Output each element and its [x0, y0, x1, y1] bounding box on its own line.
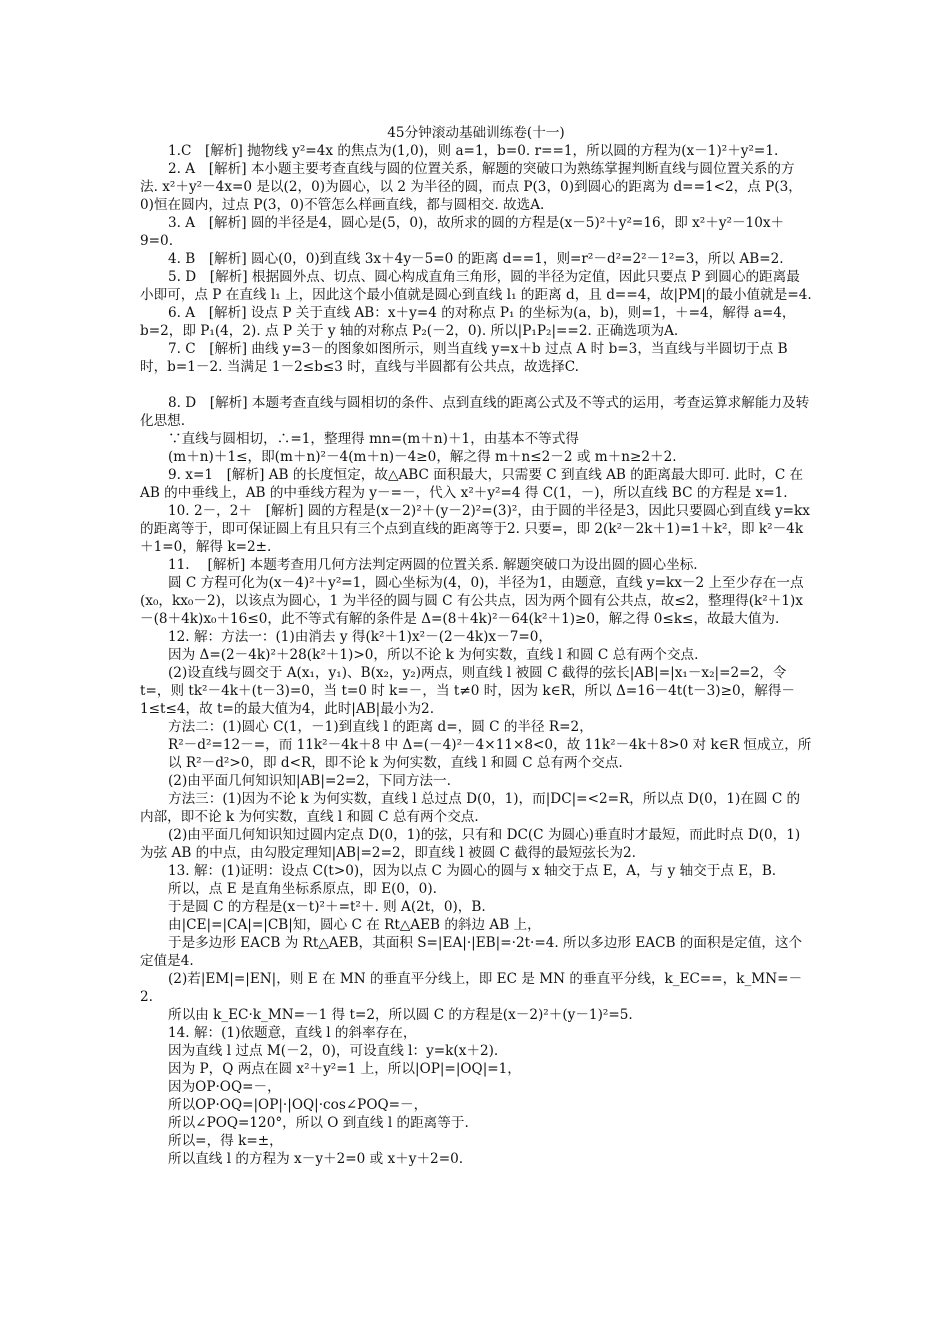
solution-paragraph: 6. A [解析] 设点 P 关于直线 AB：x＋y=4 的对称点 P₁ 的坐标为(a，b)，则=1，＋=4，解得 a=4，b=2，即 P₁(4，2). 点 P 关于 y 轴的对称点 P₂(－2，0). 所以|P₁P₂|==2. 正确选项为A. — [140, 305, 796, 339]
solution-paragraph: 14. 解：(1)依题意，直线 l 的斜率存在， — [168, 1025, 417, 1041]
solution-paragraph: 1.C [解析] 抛物线 y²=4x 的焦点为(1,0)，则 a=1，b=0. r==1，所以圆的方程为(x－1)²＋y²=1. — [168, 143, 779, 159]
solution-paragraph: 因为 Δ=(2－4k)²＋28(k²＋1)>0，所以不论 k 为何实数，直线 l 和圆 C 总有两个交点. — [168, 647, 699, 663]
solution-paragraph: (2)设直线与圆交于 A(x₁，y₁)、B(x₂，y₂)两点，则直线 l 被圆 C 截得的弦长|AB|=|x₁－x₂|=2=2，令 t=，则 tk²－4k＋(t－3)=0，当 t=0 时 k=－，当 t≠0 时，因为 k∈R，所以 Δ=16－4t(t－3)≥0，解得－1≤t≤4，故 t=的最大值为4，此时|AB|最小为2. — [140, 665, 796, 717]
solution-paragraph: 4. B [解析] 圆心(0，0)到直线 3x＋4y－5=0 的距离 d==1，则=r²－d²=2²－1²=3，所以 AB=2. — [168, 251, 784, 267]
solution-paragraph: R²－d²=12－=，而 11k²－4k＋8 中 Δ=(－4)²－4×11×8<0，故 11k²－4k＋8>0 对 k∈R 恒成立，所以 R²－d²>0，即 d<R，即不论 k 为何实数，直线 l 和圆 C 总有两个交点. — [168, 737, 812, 771]
solution-paragraph: 2. A [解析] 本小题主要考查直线与圆的位置关系，解题的突破口为熟练掌握判断直线与圆位置关系的方法. x²＋y²－4x=0 是以(2，0)为圆心，以 2 为半径的圆，而点 P(3，0)到圆心的距离为 d==1<2，点 P(3，0)恒在圆内，过点 P(3，0)不管怎么样画直线，都与圆相交. 故选A. — [140, 161, 802, 213]
solution-paragraph: 因为OP·OQ=－， — [168, 1079, 281, 1095]
solution-paragraph: 因为 P，Q 两点在圆 x²＋y²=1 上，所以|OP|=|OQ|=1， — [168, 1061, 521, 1077]
paragraph-gap — [140, 376, 812, 394]
solution-paragraph: 于是圆 C 的方程是(x－t)²＋=t²＋. 则 A(2t，0)，B. — [168, 899, 486, 915]
solution-paragraph: 12. 解：方法一：(1)由消去 y 得(k²＋1)x²－(2－4k)x－7=0， — [168, 629, 552, 645]
solution-paragraph: 9. x=1 [解析] AB 的长度恒定，故△ABC 面积最大，只需要 C 到直线 AB 的距离最大即可. 此时，C 在 AB 的中垂线上，AB 的中垂线方程为 y－=－，代入 x²＋y²=4 得 C(1，－)，所以直线 BC 的方程是 x=1. — [140, 467, 804, 501]
solution-paragraph: 所以∠POQ=120°，所以 O 到直线 l 的距离等于. — [168, 1115, 469, 1131]
solution-paragraph: 11. [解析] 本题考查用几何方法判定两圆的位置关系. 解题突破口为设出圆的圆心坐标. — [168, 557, 698, 573]
solution-paragraph: 方法二：(1)圆心 C(1，－1)到直线 l 的距离 d=，圆 C 的半径 R=2， — [168, 719, 593, 735]
solution-paragraph: (2)若|EM|=|EN|，则 E 在 MN 的垂直平分线上，即 EC 是 MN 的垂直平分线，k_EC==，k_MN=－2. — [140, 971, 803, 1005]
solution-paragraph: 所以=，得 k=±， — [168, 1133, 283, 1149]
solution-paragraph: ∵直线与圆相切，∴=1，整理得 mn=(m＋n)＋1，由基本不等式得 — [168, 431, 579, 447]
document-page — [140, 124, 812, 1168]
solution-paragraph: 所以直线 l 的方程为 x－y＋2=0 或 x＋y＋2=0. — [168, 1151, 464, 1167]
solution-paragraph: 因为直线 l 过点 M(－2，0)，可设直线 l：y=k(x＋2). — [168, 1043, 499, 1059]
solution-paragraph: 7. C [解析] 曲线 y=3－的图象如图所示，则当直线 y=x＋b 过点 A 时 b=3，当直线与半圆切于点 B 时，b=1－2. 当满足 1－2≤b≤3 时，直线与半圆都有公共点，故选择C. — [140, 341, 788, 375]
solution-paragraph: 10. 2－，2＋ [解析] 圆的方程是(x－2)²＋(y－2)²=(3)²，由于圆的半径是3，因此只要圆心到直线 y=kx 的距离等于，即可保证圆上有且只有三个点到直线的距离等于2. 只要=，即 2(k²－2k＋1)=1＋k²，即 k²－4k＋1=0，解得 k=2±. — [140, 503, 810, 555]
solution-paragraph: (2)由平面几何知识知|AB|=2=2，下同方法一. — [168, 773, 451, 789]
solution-paragraph: 所以，点 E 是直角坐标系原点，即 E(0，0). — [168, 881, 437, 897]
solution-paragraph: 3. A [解析] 圆的半径是4，圆心是(5，0)，故所求的圆的方程是(x－5)²＋y²=16，即 x²＋y²－10x＋9=0. — [140, 215, 785, 249]
solution-paragraph: (m＋n)＋1≤，即(m＋n)²－4(m＋n)－4≥0，解之得 m＋n≤2－2 或 m＋n≥2＋2. — [168, 449, 677, 465]
solution-paragraph: 8. D [解析] 本题考查直线与圆相切的条件、点到直线的距离公式及不等式的运用，考查运算求解能力及转化思想. — [140, 395, 810, 429]
solutions-body — [140, 142, 812, 1168]
solution-paragraph: 所以由 k_EC·k_MN=－1 得 t=2，所以圆 C 的方程是(x－2)²＋(y－1)²=5. — [168, 1007, 633, 1023]
solution-paragraph: 所以OP·OQ=|OP|·|OQ|·cos∠POQ=－， — [168, 1097, 428, 1113]
solution-paragraph: 5. D [解析] 根据圆外点、切点、圆心构成直角三角形，圆的半径为定值，因此只要点 P 到圆心的距离最小即可，点 P 在直线 l₁ 上，因此这个最小值就是圆心到直线 l₁ 的距离 d，且 d==4，故|PM|的最小值就是=4. — [140, 269, 812, 303]
solution-paragraph: 由|CE|=|CA|=|CB|知，圆心 C 在 Rt△AEB 的斜边 AB 上， — [168, 917, 541, 933]
solution-paragraph: 于是多边形 EACB 为 Rt△AEB，其面积 S=|EA|·|EB|=·2t·=4. 所以多边形 EACB 的面积是定值，这个定值是4. — [140, 935, 803, 969]
solution-paragraph: 圆 C 方程可化为(x－4)²＋y²=1，圆心坐标为(4，0)，半径为1，由题意，直线 y=kx－2 上至少存在一点(x₀，kx₀－2)，以该点为圆心，1 为半径的圆与圆 C 有公共点，因为两个圆有公共点，故≤2，整理得(k²＋1)x－(8＋4k)x₀＋16≤0，此不等式有解的条件是 Δ=(8＋4k)²－64(k²＋1)≥0，解之得 0≤k≤，故最大值为. — [140, 575, 804, 627]
solution-paragraph: (2)由平面几何知识知过圆内定点 D(0，1)的弦，只有和 DC(C 为圆心)垂直时才最短，而此时点 D(0，1)为弦 AB 的中点，由勾股定理知|AB|=2=2，即直线 l 被圆 C 截得的最短弦长为2. — [140, 827, 801, 861]
solution-paragraph: 13. 解：(1)证明：设点 C(t>0)，因为以点 C 为圆心的圆与 x 轴交于点 E，A，与 y 轴交于点 E，B. — [168, 863, 777, 879]
solution-paragraph: 方法三：(1)因为不论 k 为何实数，直线 l 总过点 D(0，1)，而|DC|=<2=R，所以点 D(0，1)在圆 C 的内部，即不论 k 为何实数，直线 l 和圆 C 总有两个交点. — [140, 791, 801, 825]
document-title: 45分钟滚动基础训练卷(十一) — [387, 125, 565, 141]
